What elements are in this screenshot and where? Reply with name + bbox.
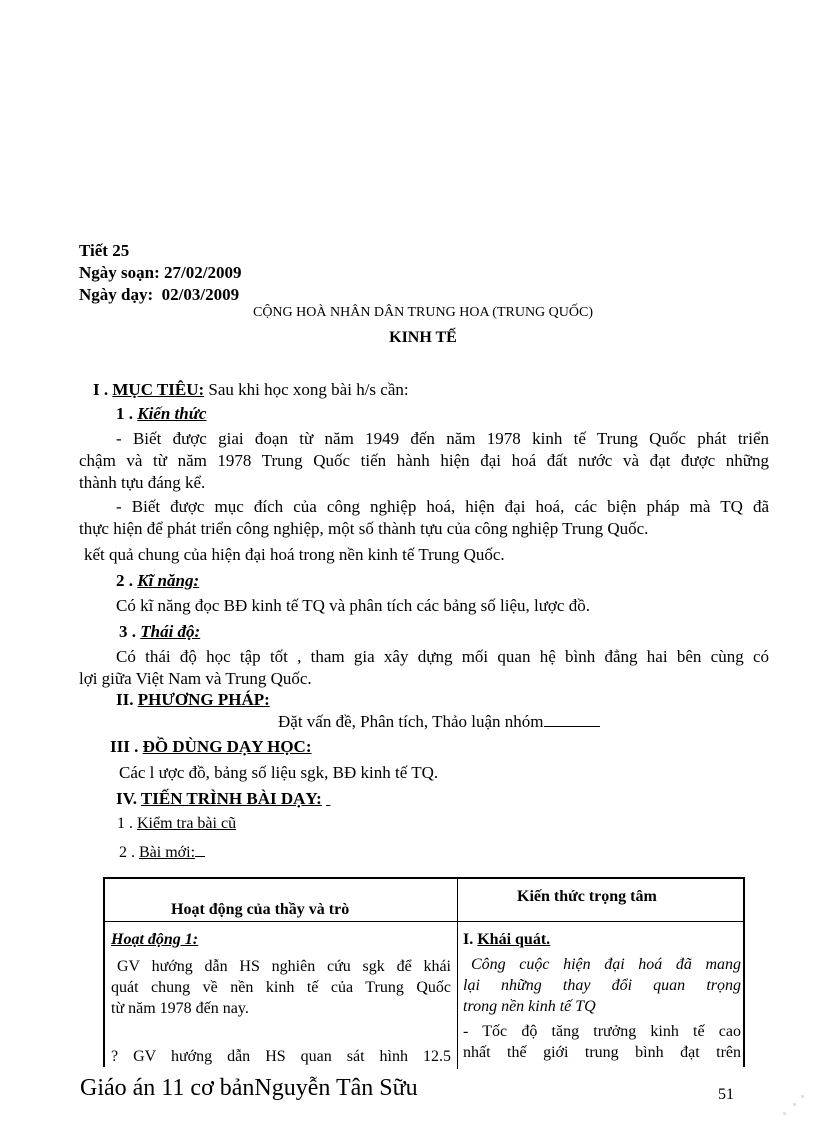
section-number: IV. bbox=[116, 789, 137, 808]
procedure-item bbox=[117, 815, 236, 833]
paragraph-line: Có kĩ năng đọc BĐ kinh tế TQ và phân tích các bảng số liệu, lược đồ. bbox=[116, 596, 590, 615]
subsection-attitude bbox=[119, 622, 200, 642]
knowledge-heading-row bbox=[463, 929, 550, 950]
subsection-heading: Thái độ: bbox=[140, 622, 201, 641]
blank-line bbox=[195, 842, 205, 857]
blank-line bbox=[544, 712, 600, 727]
materials-text: Các l ược đồ, bảng số liệu sgk, BĐ kinh tế TQ. bbox=[119, 763, 439, 782]
activity-heading: Hoạt động 1: bbox=[111, 931, 199, 948]
teach-date-value: 02/03/2009 bbox=[161, 285, 240, 304]
section-intro: Sau khi học xong bài h/s cần: bbox=[208, 380, 409, 399]
document-title: CỘNG HOÀ NHÂN DÂN TRUNG HOA (TRUNG QUỐC) bbox=[252, 305, 593, 320]
section-methods bbox=[116, 690, 270, 710]
teach-date-label: Ngày dạy: bbox=[79, 285, 154, 304]
knowledge-heading: Khái quát. bbox=[477, 931, 551, 948]
page-number: 51 bbox=[718, 1086, 734, 1103]
decor-dot bbox=[793, 1103, 796, 1106]
section-heading: TIẾN TRÌNH BÀI DẠY: bbox=[140, 789, 322, 808]
item-label: Bài mới: bbox=[139, 844, 196, 861]
decor-dot bbox=[783, 1112, 786, 1115]
paragraph-line: chậm và từ năm 1978 Trung Quốc tiến hành hiện đại hoá đất nước và đạt được những bbox=[79, 451, 769, 470]
activity-line: GV hướng dẫn HS nghiên cứu sgk để khái bbox=[117, 958, 451, 975]
paragraph-line: kết quả chung của hiện đại hoá trong nền kinh tế Trung Quốc. bbox=[84, 545, 505, 564]
item-label: Kiểm tra bài cũ bbox=[137, 815, 237, 832]
knowledge-line: Công cuộc hiện đại hoá đã mang bbox=[471, 956, 741, 973]
paragraph-line: - Biết được mục đích của công nghiệp hoá, hiện đại hoá, các biện pháp mà TQ đã bbox=[116, 497, 769, 516]
column-header-activities: Hoạt động của thầy và trò bbox=[171, 901, 350, 918]
decor-dot bbox=[801, 1095, 804, 1098]
knowledge-line: lại những thay đổi quan trọng bbox=[463, 977, 741, 994]
subsection-number: 1 . bbox=[116, 404, 133, 423]
section-objectives bbox=[93, 380, 409, 400]
subsection-skills bbox=[116, 571, 199, 591]
section-heading: MỤC TIÊU: bbox=[112, 380, 205, 399]
activity-line: từ năm 1978 đến nay. bbox=[111, 1000, 249, 1017]
section-heading: ĐỒ DÙNG DẠY HỌC: bbox=[142, 737, 312, 756]
footer-author: Giáo án 11 cơ bảnNguyễn Tân Sữu bbox=[80, 1075, 418, 1101]
activity-line: quát chung về nền kinh tế của Trung Quốc bbox=[111, 979, 451, 996]
knowledge-line: trong nền kinh tế TQ bbox=[463, 998, 596, 1015]
activity-line: ? GV hướng dẫn HS quan sát hình 12.5 bbox=[111, 1048, 451, 1065]
paragraph-line: Có thái độ học tập tốt , tham gia xây dựng mối quan hệ bình đẳng hai bên cùng có bbox=[116, 647, 769, 666]
paragraph-line: lợi giữa Việt Nam và Trung Quốc. bbox=[79, 669, 312, 688]
column-header-knowledge: Kiến thức trọng tâm bbox=[517, 888, 657, 905]
subsection-knowledge bbox=[116, 404, 206, 424]
subsection-heading: Kĩ năng: bbox=[137, 571, 200, 590]
paragraph-line: - Biết được giai đoạn từ năm 1949 đến năm 1978 kinh tế Trung Quốc phát triển bbox=[116, 429, 769, 448]
knowledge-line: - Tốc độ tăng trưởng kinh tế cao bbox=[463, 1023, 741, 1040]
subsection-heading: Kiến thức bbox=[137, 404, 207, 423]
section-number: II. bbox=[116, 690, 134, 709]
column-divider bbox=[457, 879, 458, 1069]
subsection-number: 3 . bbox=[119, 622, 136, 641]
prepared-date: Ngày soạn: 27/02/2009 bbox=[79, 263, 242, 282]
teach-date-row bbox=[79, 285, 239, 305]
lesson-number: Tiết 25 bbox=[79, 241, 130, 260]
section-procedure bbox=[116, 789, 330, 809]
section-number: III . bbox=[110, 737, 139, 756]
methods-list: Đặt vấn đề, Phân tích, Thảo luận nhóm bbox=[278, 712, 544, 731]
item-number: 1 . bbox=[117, 815, 133, 832]
subsection-number: 2 . bbox=[116, 571, 133, 590]
procedure-item bbox=[119, 842, 205, 862]
item-number: 2 . bbox=[119, 844, 135, 861]
paragraph-line: thực hiện để phát triển công nghiệp, một số thành tựu của công nghiệp Trung Quốc. bbox=[79, 519, 649, 538]
paragraph-line: thành tựu đáng kể. bbox=[79, 473, 206, 492]
section-number: I . bbox=[93, 380, 109, 399]
header-divider bbox=[105, 921, 743, 922]
knowledge-number: I. bbox=[463, 931, 474, 948]
section-heading: PHƯƠNG PHÁP: bbox=[137, 690, 270, 709]
lesson-table bbox=[103, 877, 745, 1067]
section-materials bbox=[110, 737, 312, 757]
document-subtitle: KINH TẾ bbox=[389, 329, 457, 346]
knowledge-line: nhất thế giới trung bình đạt trên bbox=[463, 1044, 741, 1061]
methods-text bbox=[278, 712, 600, 732]
